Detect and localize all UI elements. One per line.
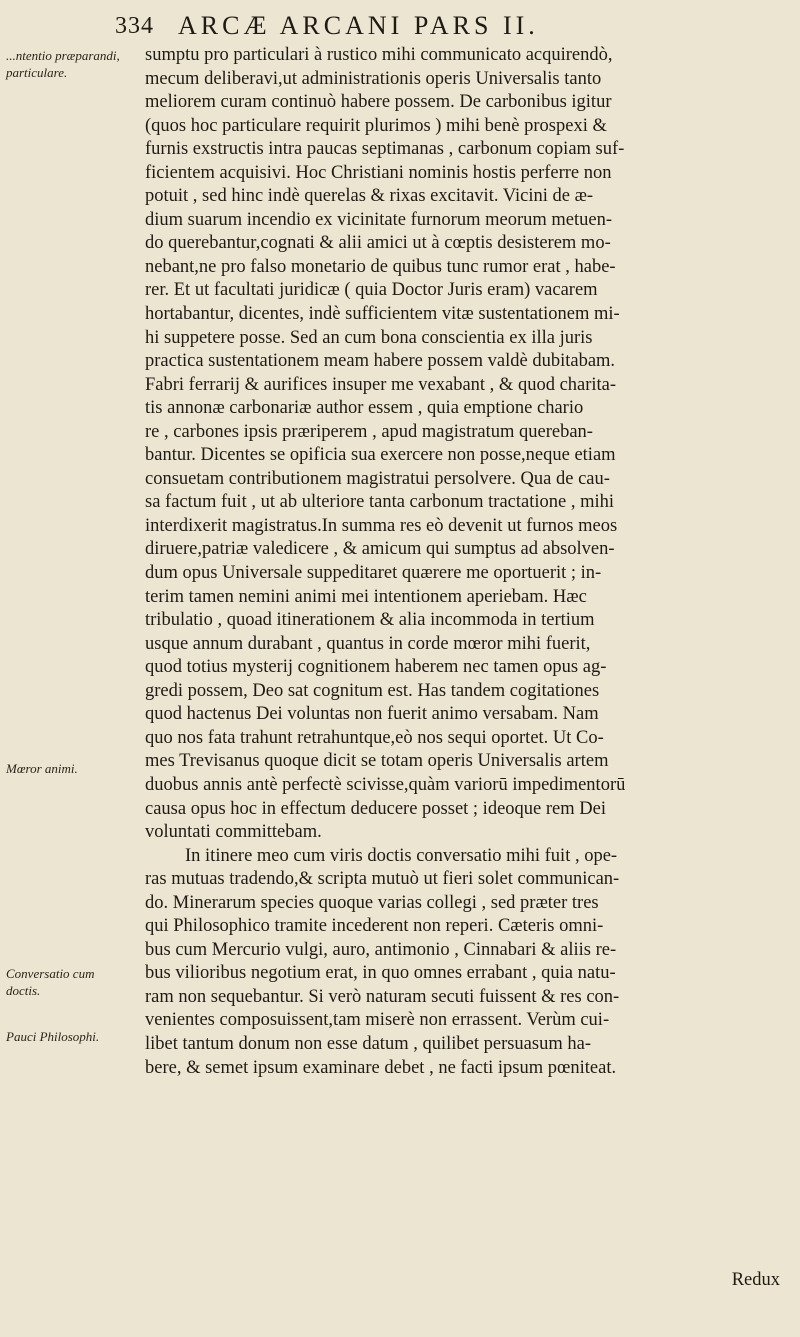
text-line: qui Philosophico tramite incederent non reperi. Cæteris omni- [145, 916, 604, 937]
text-line: potuit , sed hinc indè querelas & rixas excitavit. Vicini de æ- [145, 186, 594, 207]
text-line: do. Minerarum species quoque varias collegi , sed præter tres [145, 892, 599, 913]
text-line: re , carbones ipsis præriperem , apud magistratum quereban- [145, 421, 593, 442]
margin-note: Pauci Philosophi. [6, 1029, 100, 1044]
text-line: bantur. Dicentes se opificia sua exercere non posse,neque etiam [145, 445, 616, 466]
page-number: 334 [115, 12, 154, 39]
text-line: duobus annis antè perfectè scivisse,quàm variorū impedimentorū [145, 774, 626, 795]
text-line: interdixerit magistratus.In summa res eò devenit ut furnos meos [145, 515, 618, 536]
text-line: do querebantur,cognati & alii amici ut à cœptis desisterem mo- [145, 233, 611, 254]
text-line: furnis exstructis intra paucas septimanas , carbonum copiam suf- [145, 139, 625, 160]
text-line: quod hactenus Dei voluntas non fuerit animo versabam. Nam [145, 704, 599, 725]
text-line: nebant,ne pro falso monetario de quibus tunc rumor erat , habe- [145, 256, 616, 277]
text-line: bus vilioribus negotium erat, in quo omnes errabant , quia natu- [145, 963, 616, 984]
text-line: mes Trevisanus quoque dicit se totam operis Universalis artem [145, 751, 609, 772]
text-line: terim tamen nemini animi mei intentionem aperiebam. Hæc [145, 586, 587, 607]
text-line: rer. Et ut facultati juridicæ ( quia Doctor Juris eram) vacarem [145, 280, 598, 301]
text-line: bere, & semet ipsum examinare debet , ne facti ipsum pœniteat. [145, 1057, 617, 1078]
page-header [115, 8, 785, 44]
text-line: (quos hoc particulare requirit plurimos ) mihi benè prospexi & [145, 115, 607, 136]
text-line: tis annonæ carbonariæ author essem , quia emptione chario [145, 398, 584, 419]
text-line: ras mutuas tradendo,& scripta mutuò ut fieri solet communican- [145, 869, 620, 890]
text-line: voluntati committebam. [145, 822, 322, 843]
text-line: bus cum Mercurio vulgi, auro, antimonio , Cinnabari & aliis re- [145, 939, 617, 960]
text-line: gredi possem, Deo sat cognitum est. Has tandem cogitationes [145, 680, 600, 701]
text-line: libet tantum donum non esse datum , quilibet persuasum ha- [145, 1033, 591, 1054]
text-line: ficientem acquisivi. Hoc Christiani nominis hostis perferre non [145, 162, 612, 183]
text-line: hortabantur, dicentes, indè sufficientem vitæ sustentationem mi- [145, 304, 620, 325]
text-line: consuetam contributionem magistratui persolvere. Qua de cau- [145, 468, 610, 489]
margin-note: Conversatio cum doctis. [6, 966, 95, 998]
text-line: venientes composuissent,tam miserè non errassent. Verùm cui- [145, 1010, 610, 1031]
text-line: causa opus hoc in effectum deducere posset ; ideoque rem Dei [145, 798, 606, 819]
text-line: dum opus Universale suppeditaret quærere me oportuerit ; in- [145, 563, 602, 584]
body-text [145, 44, 795, 1080]
text-line: hi suppetere posse. Sed an cum bona conscientia ex illa juris [145, 327, 593, 348]
text-line: quod totius mysterij cognitionem haberem nec tamen opus ag- [145, 657, 607, 678]
margin-notes [0, 0, 140, 1337]
text-line: sa factum fuit , ut ab ulteriore tanta carbonum tractatione , mihi [145, 492, 615, 513]
margin-note: Mœror animi. [6, 761, 78, 776]
text-line: tribulatio , quoad itinerationem & alia incommoda in tertium [145, 610, 595, 631]
text-line: dium suarum incendio ex vicinitate furnorum meorum metuen- [145, 209, 612, 230]
text-line: sumptu pro particulari à rustico mihi communicato acquirendò, [145, 45, 613, 65]
text-line: practica sustentationem meam habere possem valdè dubitabam. [145, 351, 616, 372]
margin-note: ...ntentio præparandi, particulare. [6, 48, 120, 80]
text-line: Fabri ferrarij & aurifices insuper me vexabant , & quod charita- [145, 374, 617, 395]
text-line: In itinere meo cum viris doctis conversatio mihi fuit , ope- [185, 845, 618, 866]
text-line: meliorem curam continuò habere possem. De carbonibus igitur [145, 92, 612, 113]
running-title: ARCÆ ARCANI PARS II. [178, 11, 539, 40]
text-line: mecum deliberavi,ut administrationis operis Universalis tanto [145, 68, 602, 89]
text-line: quo nos fata trahunt retrahuntque,eò nos sequi oportet. Ut Co- [145, 727, 604, 748]
text-line: ram non sequebantur. Si verò naturam secuti fuissent & res con- [145, 986, 620, 1007]
text-line: diruere,patriæ valedicere , & amicum qui sumptus ad absolven- [145, 539, 615, 560]
text-line: usque annum durabant , quantus in corde mœror mihi fuerit, [145, 633, 591, 654]
catchword: Redux [731, 1270, 780, 1290]
